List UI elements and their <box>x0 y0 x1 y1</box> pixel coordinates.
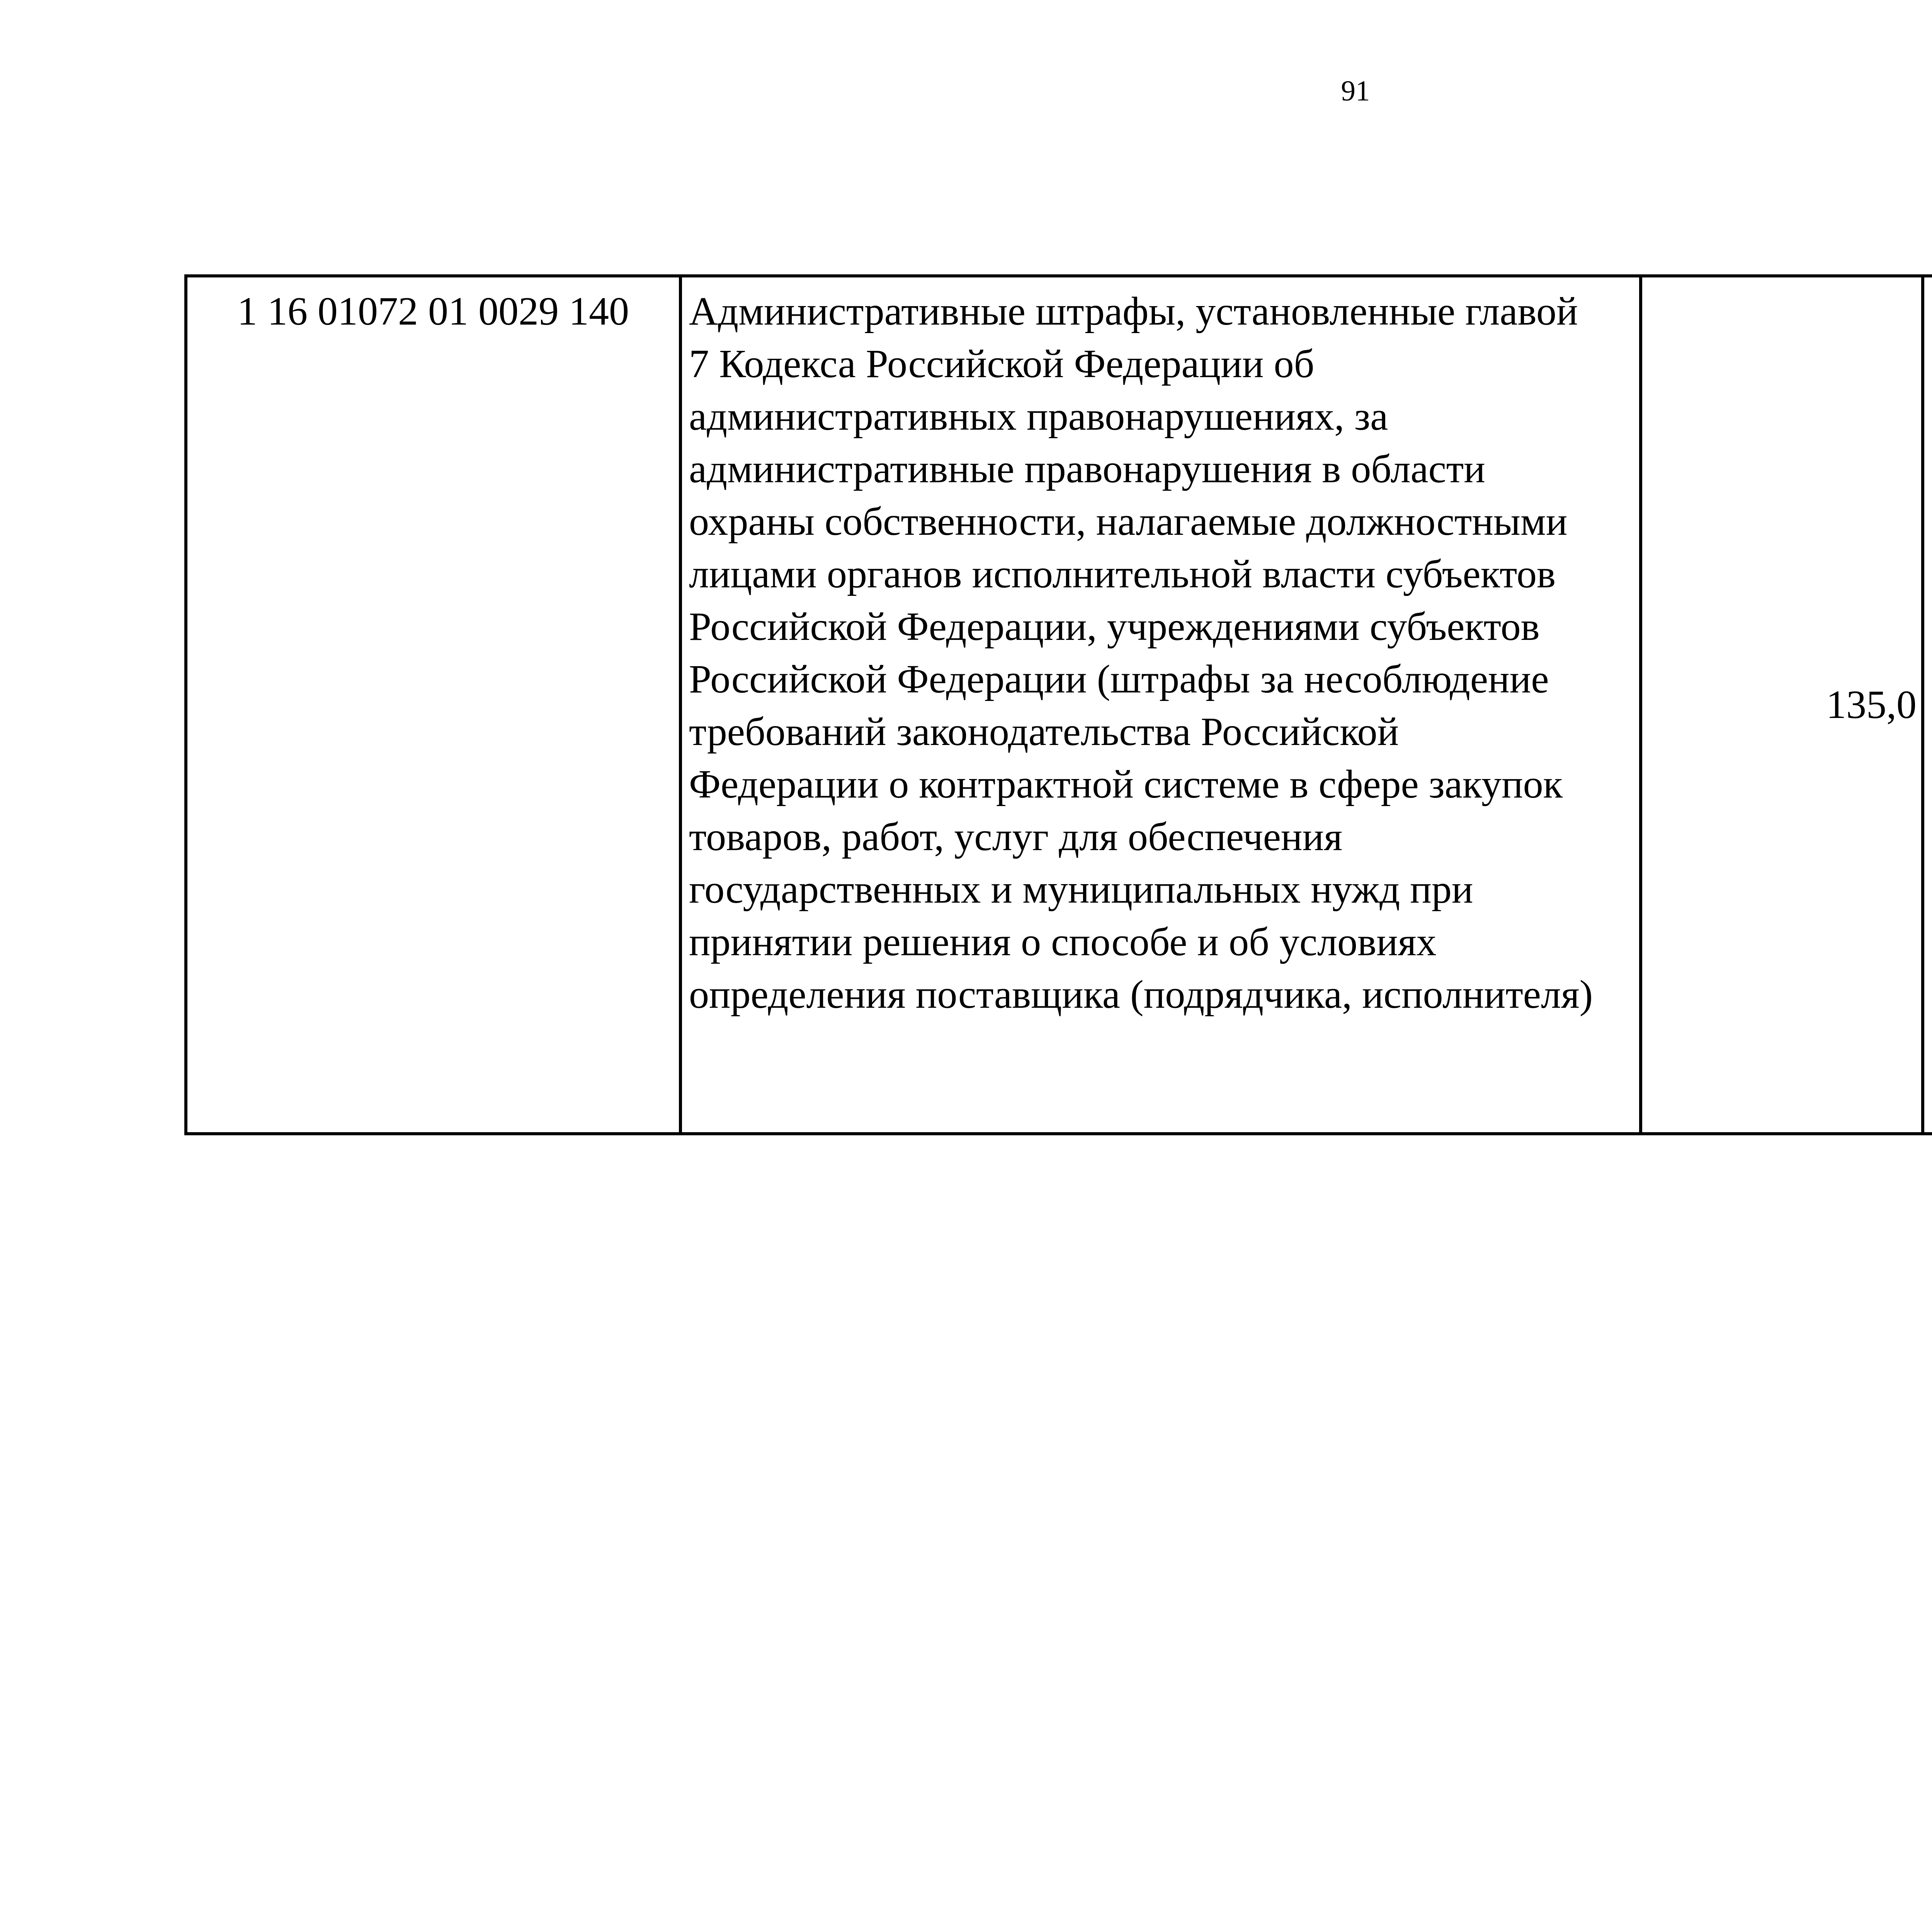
budget-code-cell: 1 16 01072 01 0029 140 <box>186 276 680 1134</box>
description-line: охраны собственности, налагаемые должностными <box>689 499 1568 544</box>
description-line: государственных и муниципальных нужд при <box>689 867 1473 912</box>
description-line: Федерации о контрактной системе в сфере закупок <box>689 762 1563 806</box>
description-line: административные правонарушения в области <box>689 447 1485 491</box>
page-number: 91 <box>1341 75 1370 107</box>
table-row <box>186 276 1932 1134</box>
description-cell <box>680 276 1641 1134</box>
description-line: требований законодательства Российской <box>689 709 1399 754</box>
value-cell-1: 135,0 <box>1641 276 1923 1134</box>
description-line: принятии решения о способе и об условиях <box>689 920 1437 964</box>
description-line: административных правонарушениях, за <box>689 394 1388 439</box>
description-line: Административные штрафы, установленные главой <box>689 289 1578 333</box>
description-line: Российской Федерации, учреждениями субъектов <box>689 604 1540 649</box>
description-line: 7 Кодекса Российской Федерации об <box>689 342 1315 386</box>
budget-table <box>184 274 1932 1135</box>
description-line: товаров, работ, услуг для обеспечения <box>689 815 1343 859</box>
description-line: лицами органов исполнительной власти субъектов <box>689 552 1556 596</box>
description-line: определения поставщика (подрядчика, исполнителя) <box>689 972 1593 1017</box>
description-line: Российской Федерации (штрафы за несоблюдение <box>689 657 1549 701</box>
value-cell-2 <box>1923 276 1932 1134</box>
